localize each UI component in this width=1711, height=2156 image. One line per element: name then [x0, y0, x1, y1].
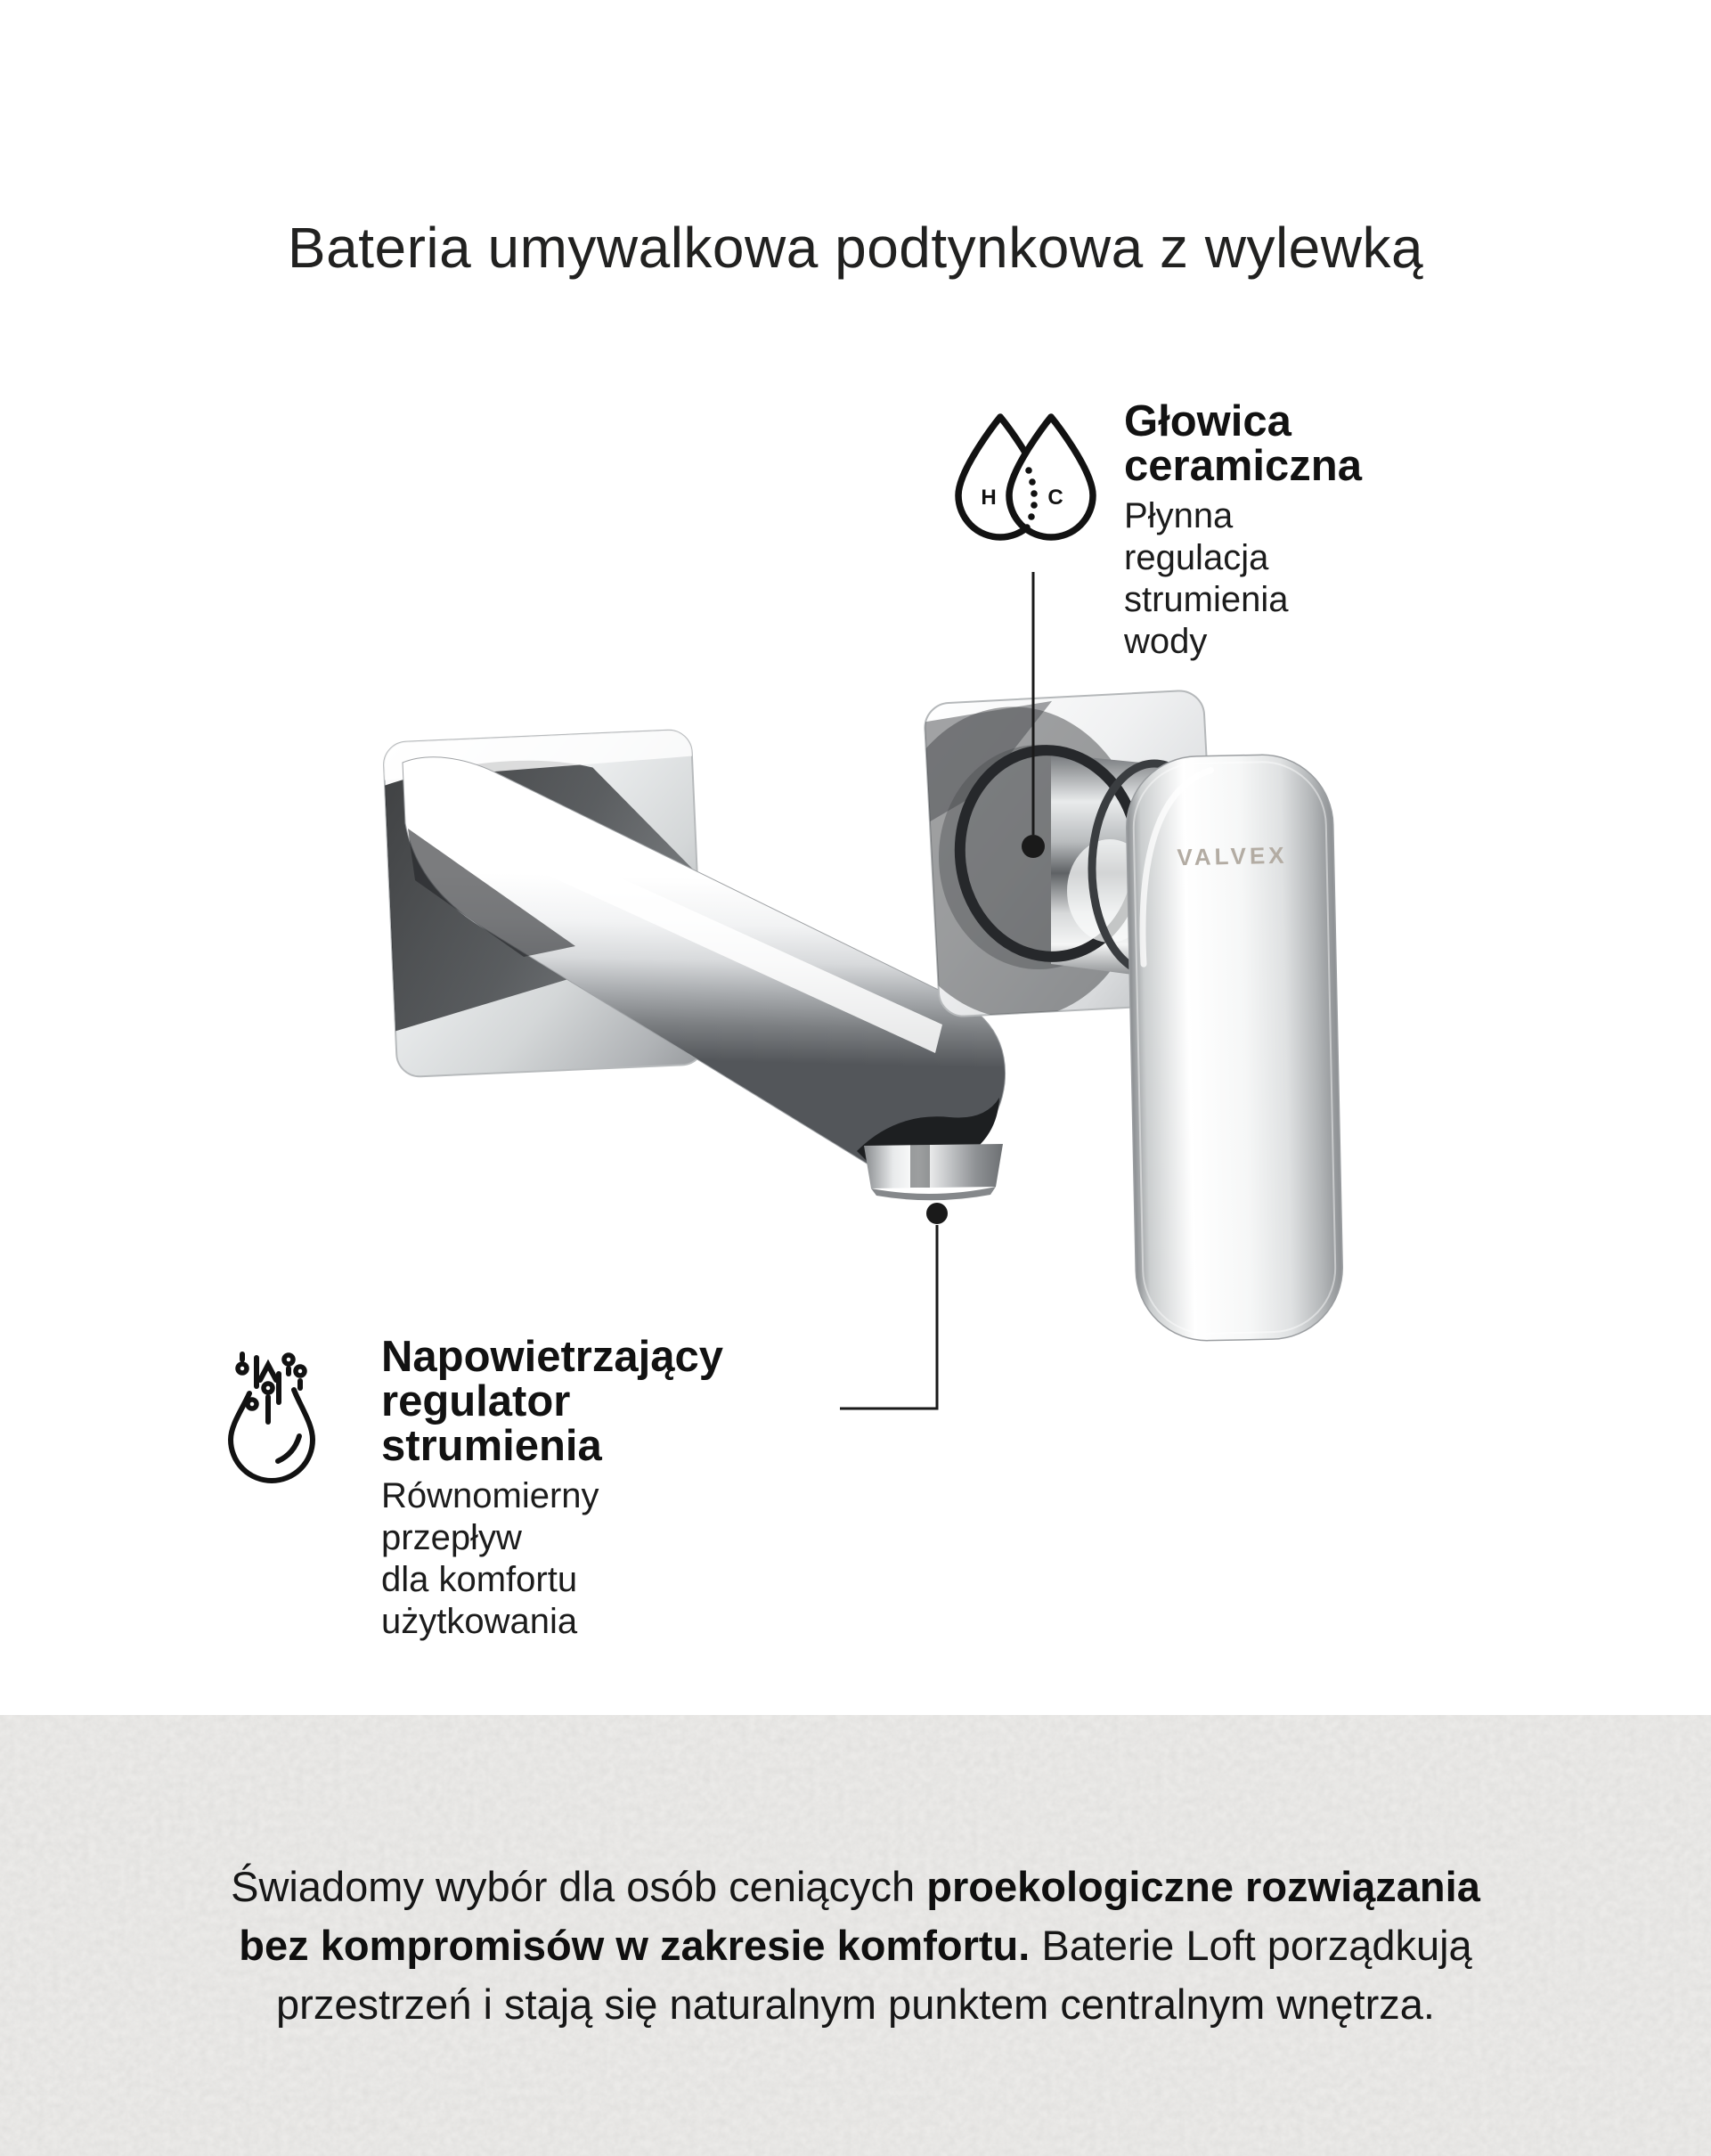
footer-paragraph [0, 1858, 1711, 2034]
footer-line2-regular: Baterie Loft porządkują [1030, 1922, 1472, 1969]
aerator-desc-line2: dla komfortu użytkowania [381, 1560, 578, 1641]
aerating-drop-icon [224, 1347, 319, 1490]
footer-line2 [0, 1916, 1711, 1975]
footer-line1-bold: proekologiczne rozwiązania [926, 1863, 1480, 1910]
footer-band [0, 1715, 1711, 2156]
brand-logo: VALVEX [1177, 841, 1288, 871]
aerator-title-line1: Napowietrzający [381, 1333, 723, 1381]
aerator-title-line2: regulator strumienia [381, 1377, 602, 1470]
footer-line2-bold: bez kompromisów w zakresie komfortu. [239, 1922, 1031, 1969]
ceramic-title-line1: Głowica [1124, 397, 1291, 445]
ceramic-desc-line1: Płynna regulacja [1124, 496, 1269, 577]
hot-cold-drops-icon [947, 412, 1096, 554]
page-title: Bateria umywalkowa podtynkowa z wylewką [287, 215, 1424, 280]
aerator-callout-dot [926, 1203, 948, 1224]
ceramic-title-line2: ceramiczna [1124, 442, 1362, 490]
aerator-callout-line [840, 1203, 948, 1409]
footer-line3: przestrzeń i stają się naturalnym punktem centralnym wnętrza. [276, 1980, 1435, 2028]
hot-water-label: H [981, 486, 997, 510]
ceramic-callout-text [1124, 399, 1362, 663]
aerator-callout-text [381, 1335, 723, 1643]
mixer-handle [1125, 754, 1344, 1343]
footer-line1 [0, 1858, 1711, 1916]
aerator-desc-line1: Równomierny przepływ [381, 1476, 599, 1557]
ceramic-desc-line2: strumienia wody [1124, 580, 1289, 661]
footer-line1-regular: Świadomy wybór dla osób ceniących [231, 1863, 927, 1910]
cold-water-label: C [1047, 486, 1063, 510]
ceramic-callout-dot [1022, 835, 1045, 858]
